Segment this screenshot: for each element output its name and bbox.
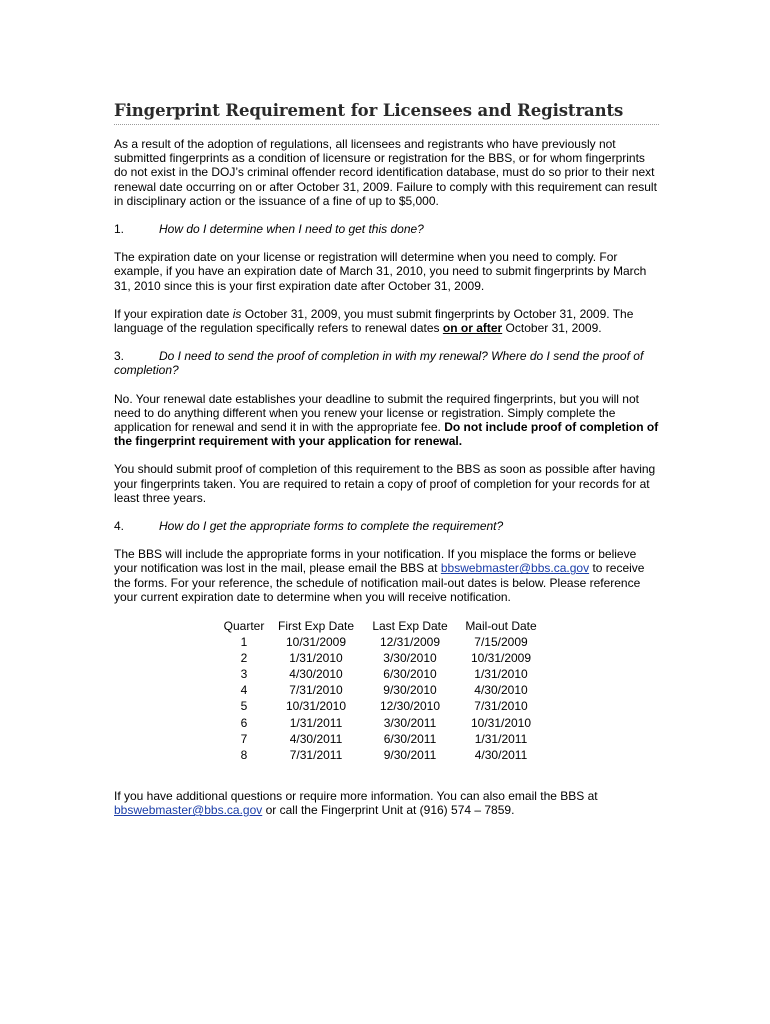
table-cell: 10/31/2010 [470,715,532,730]
column-header: First Exp Date [277,619,355,634]
table-cell: 6/30/2011 [383,731,437,746]
text-run: If you have additional questions or require more information. You can also email the BBS at [114,788,598,803]
table-row [220,715,546,731]
answer-1-paragraph-1: The expiration date on your license or registration will determine when you need to comply. For example, if you have an expiration date of March 31, 2010, you need to submit fingerprints by March 31, 2010 since this is your first expiration date after October 31, 2009. [114,250,647,293]
question-number: 1. [114,222,125,237]
question-number: 4. [114,519,125,534]
table-cell: 1/31/2010 [289,651,343,666]
emphasis-text: is [232,306,242,321]
question-number: 3. [114,349,125,364]
column-header: Quarter [223,619,265,634]
table-cell: 12/30/2010 [379,699,441,714]
email-link[interactable]: bbswebmaster@bbs.ca.gov [440,561,590,576]
table-cell: 4/30/2010 [289,667,343,682]
table-cell: 4/30/2011 [474,747,528,762]
column-header: Last Exp Date [372,619,448,634]
question-text: How do I get the appropriate forms to complete the requirement? [159,519,504,534]
text-run: No. Your renewal date establishes your deadline to submit the required fingerprints, but you will not need to do anything different when you renew your license or registration. Simply complete the application for renewal and send it in with the appropriate fee. [114,391,639,435]
table-cell: 7/31/2010 [474,699,528,714]
bold-underline-text: on or after [442,321,503,336]
table-row [220,682,546,698]
table-cell: 3/30/2011 [383,715,437,730]
closing-paragraph [114,789,659,817]
intro-paragraph: As a result of the adoption of regulations, all licensees and registrants who have previously not submitted fingerprints as a condition of licensure or registration for the BBS, or for whom fingerprints do not exist in the DOJ’s criminal offender record identification database, must do so prior to their next renewal date occurring on or after October 31, 2009. Failure to comply with this requirement can result in disciplinary action or the issuance of a fine of up to $5,000. [114,137,657,208]
document-page [114,100,659,817]
question-text: Do I need to send the proof of completion in with my renewal? Where do I send the proof of [159,349,644,364]
question-text-continued: completion? [114,363,179,378]
table-cell: 3/30/2010 [383,651,437,666]
table-cell: 4/30/2010 [474,683,528,698]
column-header: Mail-out Date [465,619,537,634]
bold-text: Do not include proof of completion of the fingerprint requirement with your application for renewal. [114,420,659,449]
table-cell: 7/31/2010 [289,683,343,698]
table-cell: 8 [240,747,248,762]
table-cell: 9/30/2011 [383,747,437,762]
question-4 [114,519,659,533]
answer-3-paragraph-2: You should submit proof of completion of this requirement to the BBS as soon as possible after having your fingerprints taken. You are required to retain a copy of proof of completion for your records for at least three years. [114,462,656,505]
page-title: Fingerprint Requirement for Licensees and Registrants [114,100,659,125]
table-cell: 7/31/2011 [289,747,343,762]
schedule-table [220,618,546,763]
question-3 [114,349,659,377]
table-row [220,747,546,763]
email-link[interactable]: bbswebmaster@bbs.ca.gov [114,803,263,818]
text-run: October 31, 2009, you must submit fingerprints by October 31, 2009. The language of the regulation specifically refers to renewal dates [114,306,634,336]
table-cell: 3 [240,667,248,682]
text-run: October 31, 2009. [502,321,602,336]
answer-3-paragraph-1 [114,392,659,449]
text-run: to receive the forms. For your reference, the schedule of notification mail-out dates is below. Please reference your current expiration date to determine when you will receive notification. [114,561,645,604]
table-cell: 4 [240,683,248,698]
table-cell: 1/31/2010 [474,667,528,682]
question-text: How do I determine when I need to get this done? [159,222,424,237]
table-cell: 6 [240,715,248,730]
table-cell: 12/31/2009 [379,635,441,650]
table-cell: 5 [240,699,248,714]
text-run: The BBS will include the appropriate forms in your notification. If you misplace the forms or believe your notification was lost in the mail, please email the BBS at [114,547,637,576]
table-cell: 7 [240,731,248,746]
table-header-row [220,618,546,634]
text-run: If your expiration date [114,306,233,321]
table-cell: 10/31/2009 [285,635,347,650]
table-cell: 1/31/2011 [289,715,343,730]
text-run: or call the Fingerprint Unit at (916) 574 – 7859. [262,803,515,818]
table-row [220,634,546,650]
table-cell: 6/30/2010 [383,667,437,682]
table-cell: 10/31/2009 [470,651,532,666]
table-row [220,699,546,715]
table-cell: 10/31/2010 [285,699,347,714]
table-cell: 9/30/2010 [383,683,437,698]
table-cell: 2 [240,651,248,666]
answer-4-paragraph [114,547,659,604]
answer-1-paragraph-2 [114,307,659,335]
table-cell: 1 [240,635,248,650]
table-cell: 1/31/2011 [474,731,528,746]
table-row [220,731,546,747]
table-cell: 7/15/2009 [474,635,528,650]
table-row [220,666,546,682]
question-1 [114,222,659,236]
table-row [220,650,546,666]
table-cell: 4/30/2011 [289,731,343,746]
